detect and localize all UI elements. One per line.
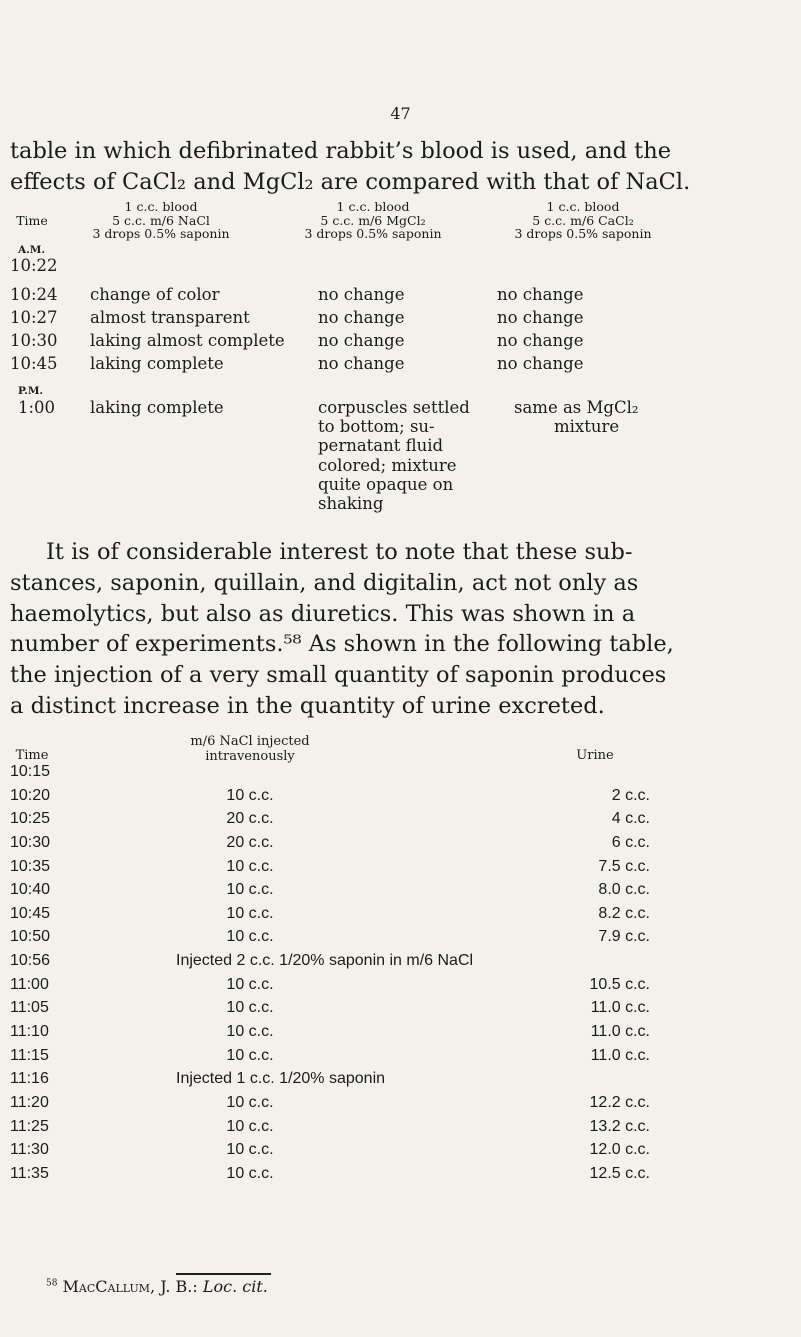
intro-line: effects of CaCl₂ and MgCl₂ are compared with that of NaCl. (10, 168, 691, 195)
table-row: 11:30 10 c.c. 12.0 c.c. (10, 1141, 650, 1159)
mgcl2-column-header: 1 c.c. blood 5 c.c. m/6 MgCl₂ 3 drops 0.5% saponin (304, 199, 442, 241)
body-line: haemolytics, but also as diuretics. This was shown in a (10, 600, 636, 627)
table-row: 10:45 10 c.c. 8.2 c.c. (10, 904, 650, 922)
table-row: 10:25 20 c.c. 4 c.c. (10, 810, 650, 828)
nacl-cell: change of color (90, 285, 220, 304)
intro-line: table in which defibrinated rabbit’s blood is used, and the (10, 138, 672, 164)
table-row: 10:40 10 c.c. 8.0 c.c. (10, 881, 650, 899)
body-line: a distinct increase in the quantity of urine excreted. (10, 692, 605, 719)
time-cell: 10:30 (10, 331, 58, 350)
mgcl2-cell: no change (318, 308, 405, 327)
body-line: stances, saponin, quillain, and digitalin, act not only as (10, 569, 639, 596)
table-row: 11:00 10 c.c. 10.5 c.c. (10, 975, 650, 993)
time-header: Time (15, 748, 49, 763)
urine-table-body (10, 760, 650, 1186)
mgcl2-cell: no change (318, 331, 405, 350)
intro-paragraph (10, 136, 690, 198)
cacl2-column-header: 1 c.c. blood 5 c.c. m/6 CaCl₂ 3 drops 0.5% saponin (514, 199, 652, 241)
table-row: 10:50 10 c.c. 7.9 c.c. (10, 928, 650, 946)
cacl2-cell: same as MgCl₂ mixture (514, 398, 639, 437)
cacl2-cell: no change (497, 354, 584, 373)
nacl-cell: laking complete (90, 398, 224, 417)
table-row: 11:05 10 c.c. 11.0 c.c. (10, 999, 650, 1017)
table-row: 11:10 10 c.c. 11.0 c.c. (10, 1023, 650, 1041)
table-row: 11:35 10 c.c. 12.5 c.c. (10, 1164, 650, 1182)
nacl-cell: almost transparent (90, 308, 250, 327)
table-row: 10:20 10 c.c. 2 c.c. (10, 786, 650, 804)
cacl2-cell: no change (497, 308, 584, 327)
footnote-author: MacCallum, J. B.: (62, 1277, 198, 1296)
footnote-rule (176, 1273, 271, 1275)
table-row: 11:15 10 c.c. 11.0 c.c. (10, 1046, 650, 1064)
body-line: number of experiments.⁵⁸ As shown in the following table, (10, 631, 674, 658)
time-cell: 1:00 (18, 398, 56, 417)
time-header: Time (16, 213, 48, 228)
nacl-column-header: 1 c.c. blood 5 c.c. m/6 NaCl 3 drops 0.5% saponin (92, 199, 230, 241)
table-row: 10:30 20 c.c. 6 c.c. (10, 833, 650, 851)
time-cell: 10:45 (10, 354, 58, 373)
table-row: 10:35 10 c.c. 7.5 c.c. (10, 857, 650, 875)
cacl2-cell: no change (497, 331, 584, 350)
body-paragraph (10, 537, 674, 722)
table-row: 10:15 (10, 763, 51, 780)
nacl-cell: laking almost complete (90, 331, 285, 350)
pm-label: P.M. (18, 385, 44, 397)
mgcl2-cell: corpuscles settled to bottom; su- pernatant fluid colored; mixture quite opaque on shaking (318, 398, 470, 514)
page-number: 47 (390, 104, 411, 123)
time-cell: 10:22 (10, 256, 58, 275)
mgcl2-cell: no change (318, 354, 405, 373)
nacl-cell: laking complete (90, 354, 224, 373)
footnote (46, 1277, 268, 1296)
body-line: the injection of a very small quantity of saponin produces (10, 662, 667, 689)
injected-header: m/6 NaCl injected intravenously (190, 734, 310, 764)
am-label: A.M. (18, 244, 46, 256)
mgcl2-cell: no change (318, 285, 405, 304)
table-row: 11:20 10 c.c. 12.2 c.c. (10, 1093, 650, 1111)
table-row: 11:25 10 c.c. 13.2 c.c. (10, 1117, 650, 1135)
cacl2-cell: no change (497, 285, 584, 304)
time-cell: 10:27 (10, 308, 58, 327)
injection-note-row: 10:56 Injected 2 c.c. 1/20% saponin in m/6 NaCl (10, 952, 474, 970)
footnote-marker: 58 (46, 1278, 58, 1289)
time-cell: 10:24 (10, 285, 58, 304)
injection-note-row: 11:16 Injected 1 c.c. 1/20% saponin (10, 1070, 386, 1088)
footnote-ref: Loc. cit. (202, 1277, 268, 1296)
urine-header: Urine (576, 748, 614, 763)
body-line: It is of considerable interest to note that these sub- (46, 539, 633, 565)
